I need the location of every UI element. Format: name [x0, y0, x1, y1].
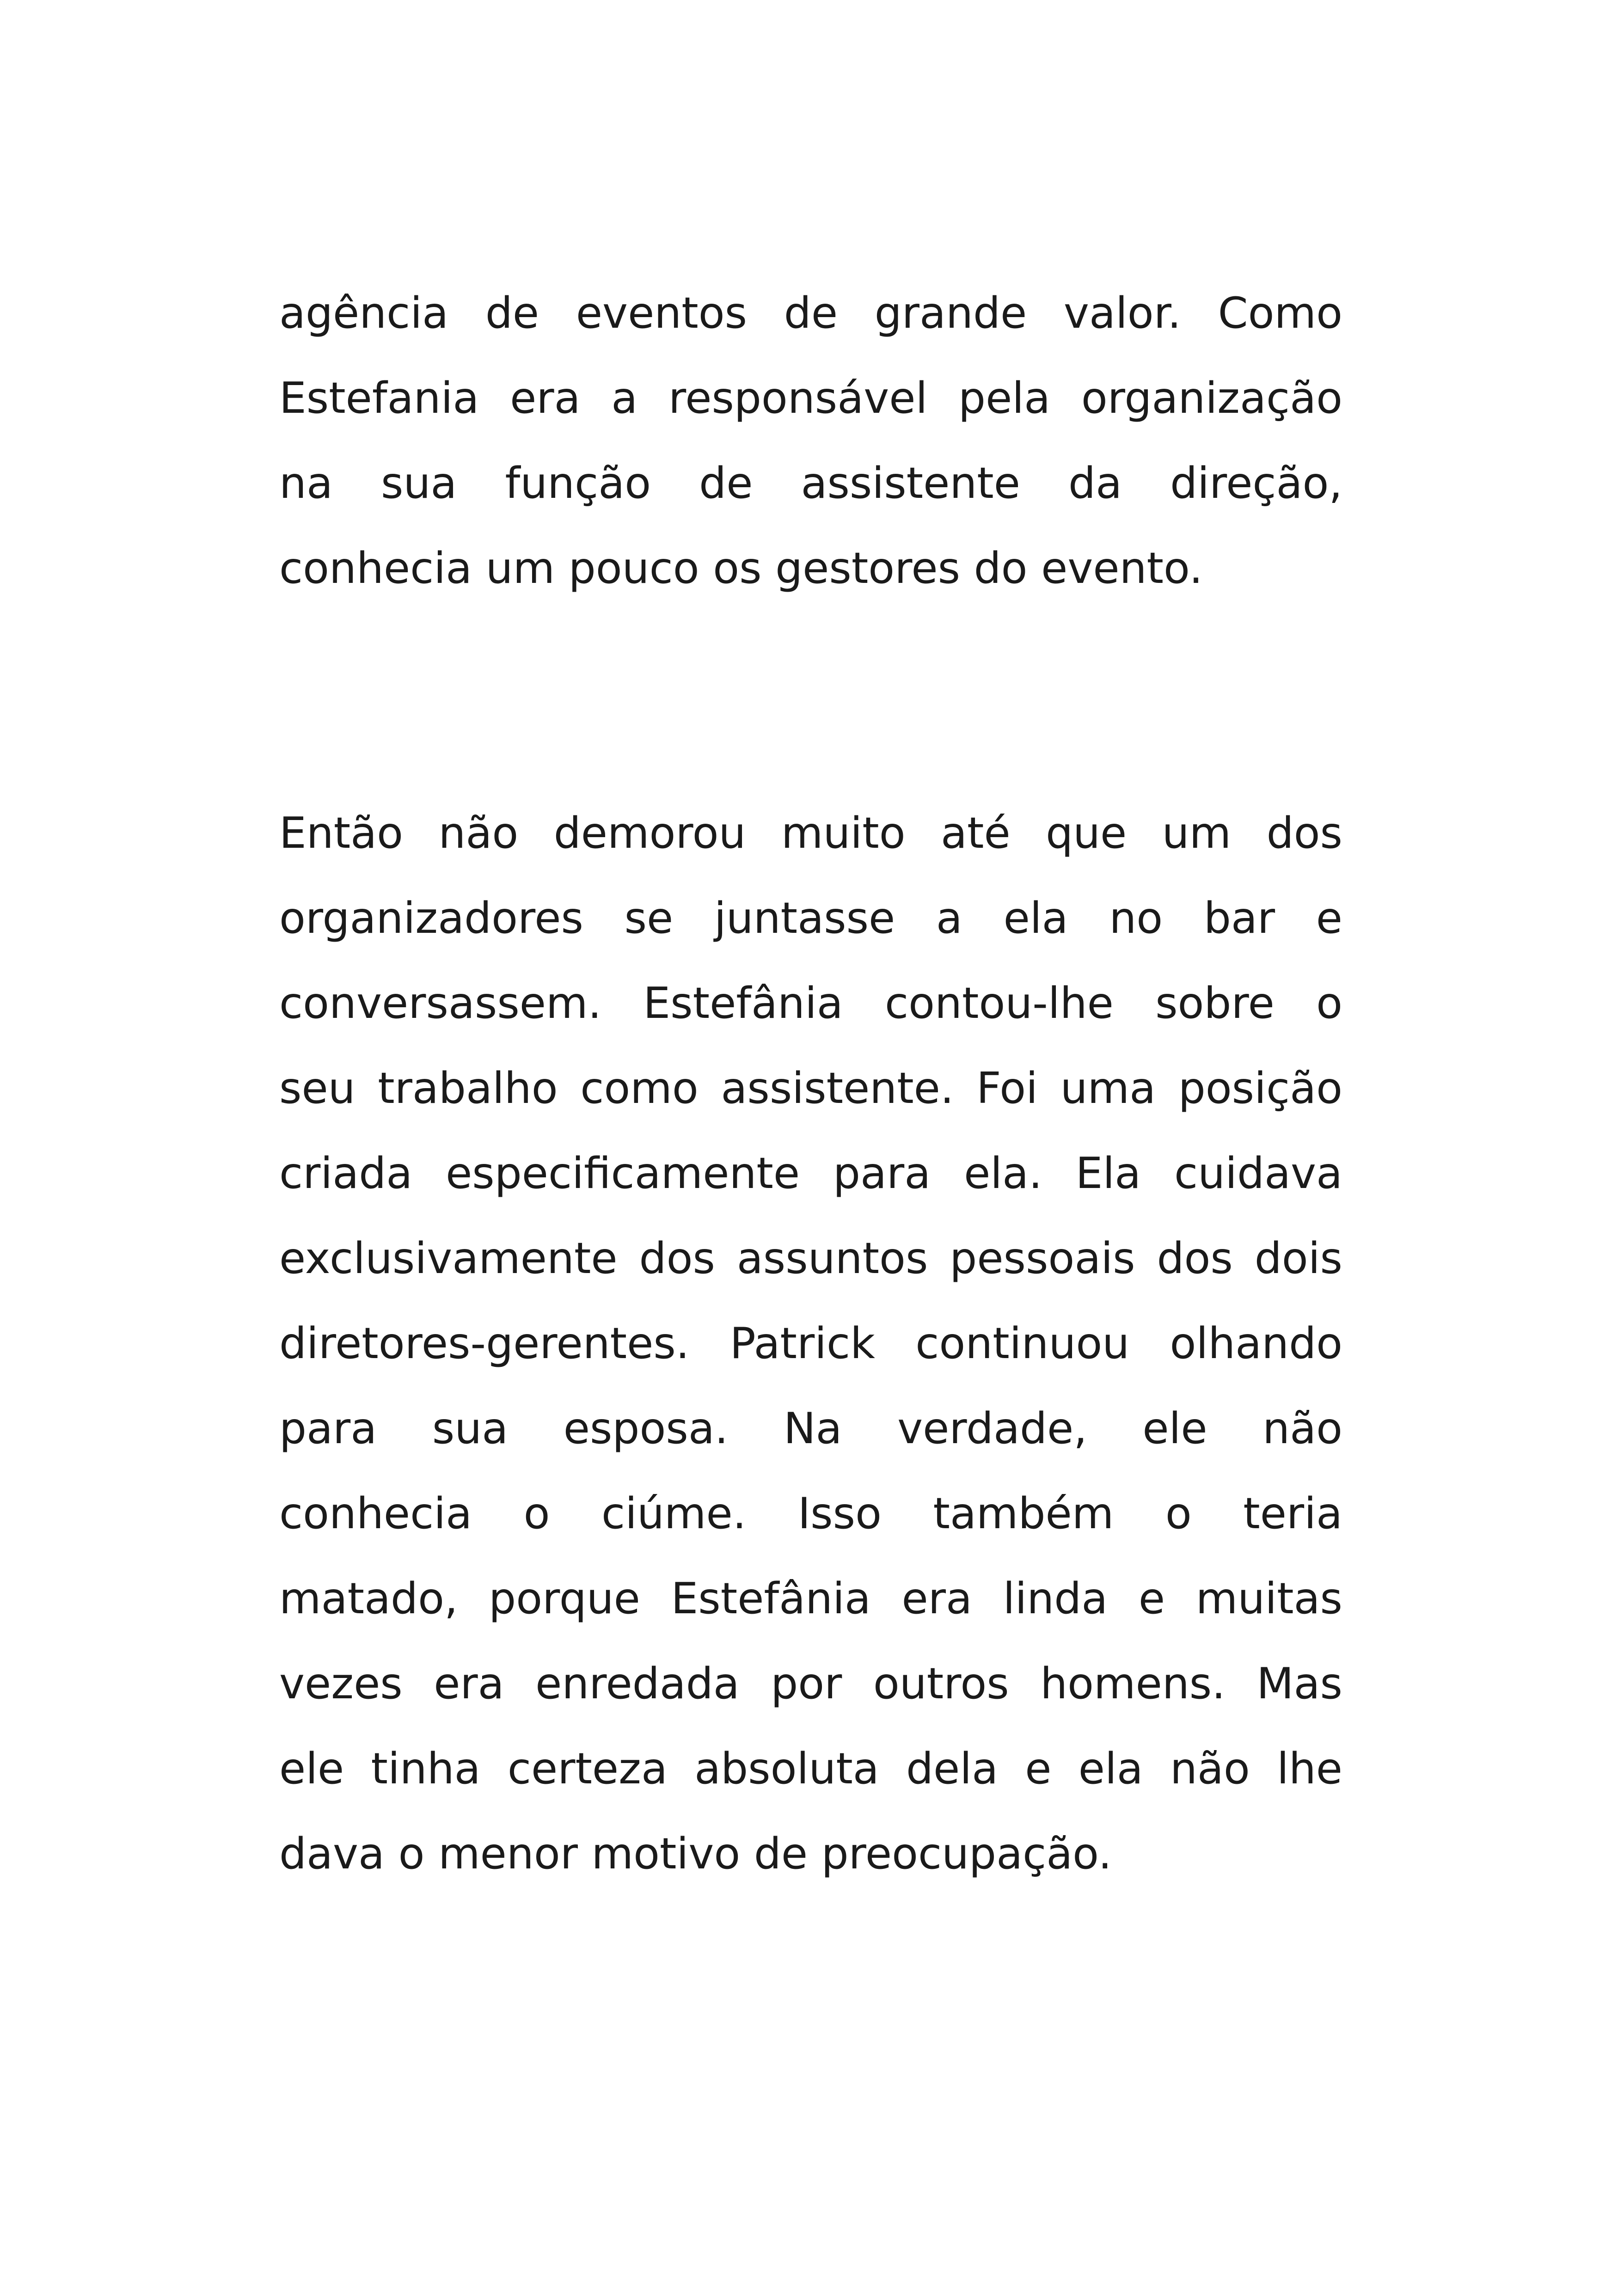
paragraph-line: conhecia um pouco os gestores do evento. [279, 543, 1203, 593]
paragraph-line: Então não demorou muito até que um dos [279, 808, 1342, 858]
paragraph-line: seu trabalho como assistente. Foi uma posição [279, 1063, 1342, 1113]
paragraph-line: matado, porque Estefânia era linda e muitas [279, 1574, 1342, 1623]
paragraph-line: organizadores se juntasse a ela no bar e [279, 893, 1342, 943]
paragraph-line: para sua esposa. Na verdade, ele não [279, 1403, 1342, 1453]
paragraph-2 [279, 790, 1342, 1896]
paragraph-line: na sua função de assistente da direção, [279, 458, 1342, 508]
paragraph-line: criada especificamente para ela. Ela cuidava [279, 1148, 1342, 1198]
paragraph-1 [279, 270, 1342, 611]
paragraph-line: diretores-gerentes. Patrick continuou olhando [279, 1318, 1342, 1368]
paragraph-line: conversassem. Estefânia contou-lhe sobre o [279, 978, 1342, 1028]
paragraph-line: dava o menor motivo de preocupação. [279, 1829, 1112, 1879]
paragraph-line: conhecia o ciúme. Isso também o teria [279, 1488, 1342, 1538]
paragraph-line: agência de eventos de grande valor. Como [279, 288, 1342, 338]
paragraph-line: vezes era enredada por outros homens. Mas [279, 1659, 1342, 1708]
paragraph-line: ele tinha certeza absoluta dela e ela não lhe [279, 1744, 1342, 1794]
paragraph-line: Estefania era a responsável pela organização [279, 373, 1342, 423]
paragraph-line: exclusivamente dos assuntos pessoais dos dois [279, 1233, 1342, 1283]
